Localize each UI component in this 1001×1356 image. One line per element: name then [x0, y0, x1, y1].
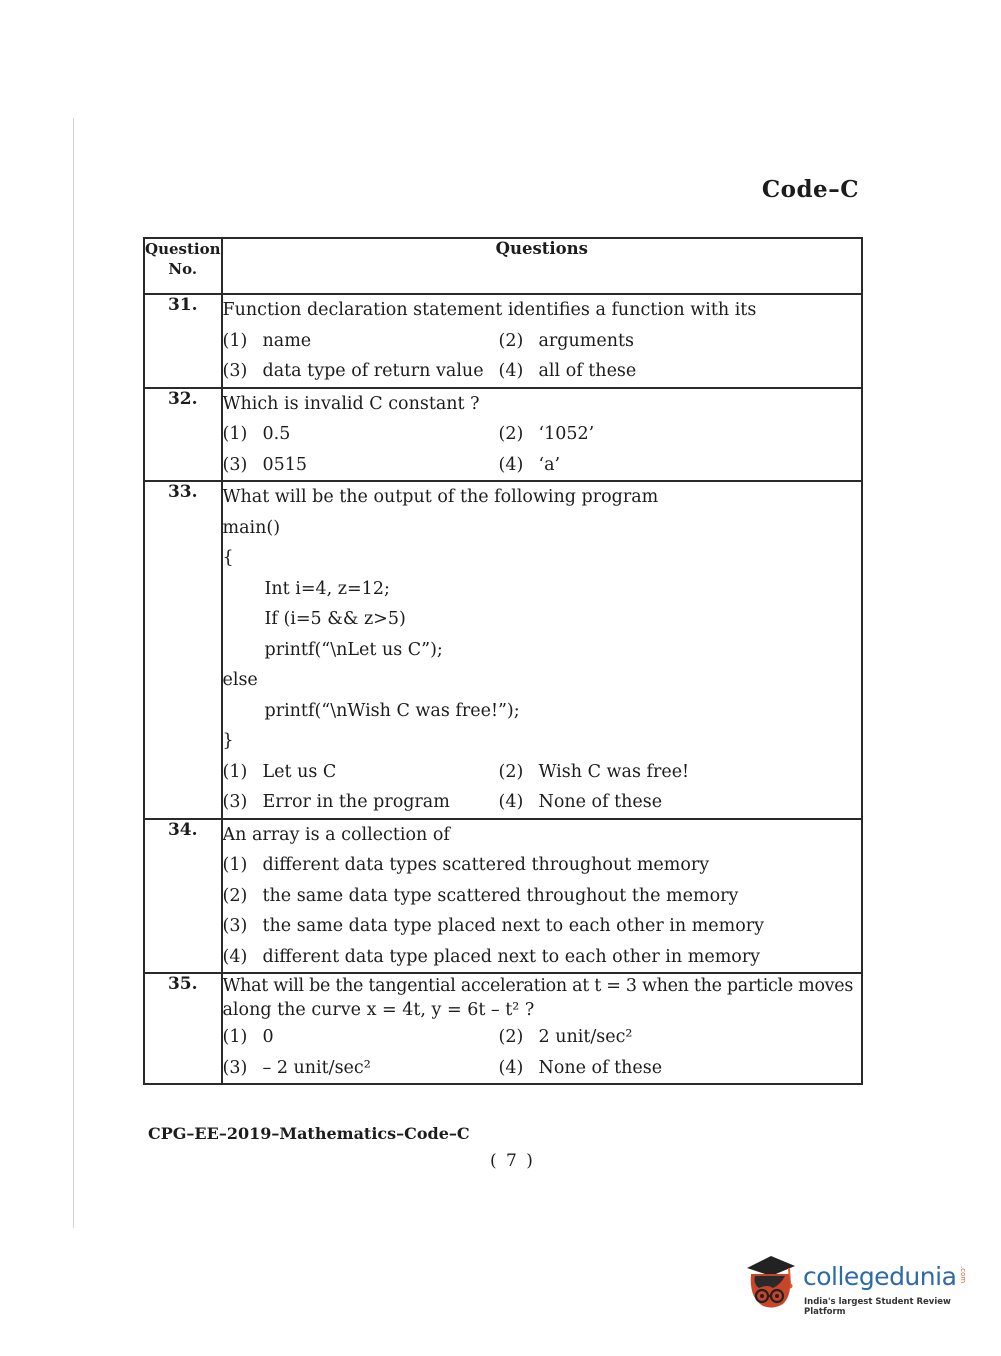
question-number: 34.	[144, 819, 222, 974]
option	[223, 419, 499, 450]
option-number: (1)	[222, 330, 248, 351]
option	[499, 450, 862, 481]
question-row-35	[144, 973, 862, 1084]
table-header-row	[144, 238, 862, 294]
options-grid	[223, 1022, 862, 1083]
option-text: – 2 unit/sec²	[262, 1057, 371, 1078]
option-number: (4)	[222, 946, 248, 967]
option-text: 2 unit/sec²	[538, 1027, 633, 1047]
option-number: (1)	[222, 761, 248, 782]
option	[223, 326, 499, 357]
options-grid	[223, 419, 862, 480]
logo-domain: .com	[959, 1266, 967, 1284]
option-text: 0515	[262, 454, 308, 475]
option-text: ‘1052’	[538, 424, 595, 444]
question-row-33	[144, 481, 862, 819]
question-row-31	[144, 294, 862, 388]
question-body	[222, 294, 863, 388]
option-text: None of these	[538, 792, 663, 812]
question-body	[222, 819, 863, 974]
option-number: (2)	[498, 330, 524, 351]
question-stem: What will be the tangential acceleration at t = 3 when the particle moves	[222, 976, 854, 996]
question-body	[222, 973, 863, 1084]
option-text: data type of return value	[262, 361, 484, 381]
option-number: (2)	[498, 424, 524, 444]
logo-wordmark: collegedunia	[803, 1262, 957, 1291]
option	[223, 942, 862, 973]
option-number: (1)	[222, 1027, 248, 1047]
page-number: ( 7 )	[490, 1151, 535, 1171]
binding-margin-line	[73, 118, 74, 1228]
question-stem: An array is a collection of	[222, 824, 450, 845]
code-line: printf(“\nWish C was free!”);	[264, 700, 520, 721]
option	[223, 1053, 499, 1084]
code-line: {	[222, 548, 234, 568]
option-number: (4)	[498, 1057, 524, 1078]
option-text: all of these	[538, 361, 637, 381]
option-number: (2)	[498, 1027, 524, 1047]
question-row-34	[144, 819, 862, 974]
option-text: different data type placed next to each other in memory	[262, 946, 761, 967]
code-line: If (i=5 && z>5)	[264, 609, 406, 629]
option	[223, 850, 862, 881]
paper-code: Code–C	[761, 176, 859, 203]
code-line: }	[222, 731, 234, 751]
code-line: main()	[222, 517, 281, 538]
option-text: None of these	[538, 1057, 663, 1078]
question-stem: What will be the output of the following program	[222, 487, 659, 507]
option	[223, 757, 499, 788]
code-line: printf(“\nLet us C”);	[264, 639, 443, 660]
collegedunia-logo[interactable]	[743, 1252, 968, 1322]
option-number: (1)	[222, 855, 248, 875]
option-number: (1)	[222, 424, 248, 444]
option-text: Let us C	[262, 761, 337, 782]
option-text: Wish C was free!	[538, 761, 690, 782]
option	[499, 1053, 862, 1084]
questions-table	[143, 237, 863, 1085]
option	[223, 787, 499, 818]
option	[223, 356, 499, 387]
option-number: (4)	[498, 792, 524, 812]
question-number: 32.	[144, 388, 222, 482]
option	[499, 326, 862, 357]
option-number: (3)	[222, 916, 248, 936]
option	[499, 787, 862, 818]
question-number: 31.	[144, 294, 222, 388]
option-number: (3)	[222, 792, 248, 812]
options-grid	[223, 757, 862, 818]
code-line: Int i=4, z=12;	[264, 578, 390, 599]
question-stem: Which is invalid C constant ?	[222, 393, 480, 414]
logo-tagline: India's largest Student Review Platform	[804, 1297, 951, 1317]
option-text: Error in the program	[262, 792, 450, 812]
option	[499, 757, 862, 788]
option-number: (3)	[222, 454, 248, 475]
option-text: different data types scattered throughout memory	[262, 855, 710, 875]
option-number: (2)	[498, 761, 524, 782]
question-number: 33.	[144, 481, 222, 819]
option	[223, 911, 862, 942]
option-number: (2)	[222, 885, 248, 906]
option-text: the same data type scattered throughout the memory	[262, 885, 739, 906]
question-stem-continued: along the curve x = 4t, y = 6t – t² ?	[222, 1000, 535, 1020]
collegedunia-mascot-icon	[743, 1254, 799, 1314]
option-number: (3)	[222, 1057, 248, 1078]
question-body	[222, 481, 863, 819]
option	[499, 356, 862, 387]
column-header-questions: Questions	[222, 238, 863, 294]
question-number: 35.	[144, 973, 222, 1084]
options-grid	[223, 326, 862, 387]
column-header-question-no: Question No.	[144, 238, 222, 294]
option	[223, 881, 862, 912]
question-stem: Function declaration statement identifies a function with its	[222, 300, 757, 320]
question-row-32	[144, 388, 862, 482]
option-text: 0.5	[262, 424, 291, 444]
option-number: (4)	[498, 361, 524, 381]
option-text: arguments	[538, 330, 635, 351]
code-line: else	[222, 670, 258, 690]
question-body	[222, 388, 863, 482]
footer-exam-code: CPG–EE–2019–Mathematics–Code–C	[148, 1124, 470, 1143]
option	[499, 419, 862, 450]
option	[223, 450, 499, 481]
option-number: (3)	[222, 361, 248, 381]
option	[223, 1022, 499, 1053]
option	[499, 1022, 862, 1053]
option-text: name	[262, 330, 312, 351]
option-number: (4)	[498, 454, 524, 475]
option-text: the same data type placed next to each other in memory	[262, 916, 765, 936]
option-text: 0	[262, 1027, 274, 1047]
option-text: ‘a’	[538, 454, 561, 475]
